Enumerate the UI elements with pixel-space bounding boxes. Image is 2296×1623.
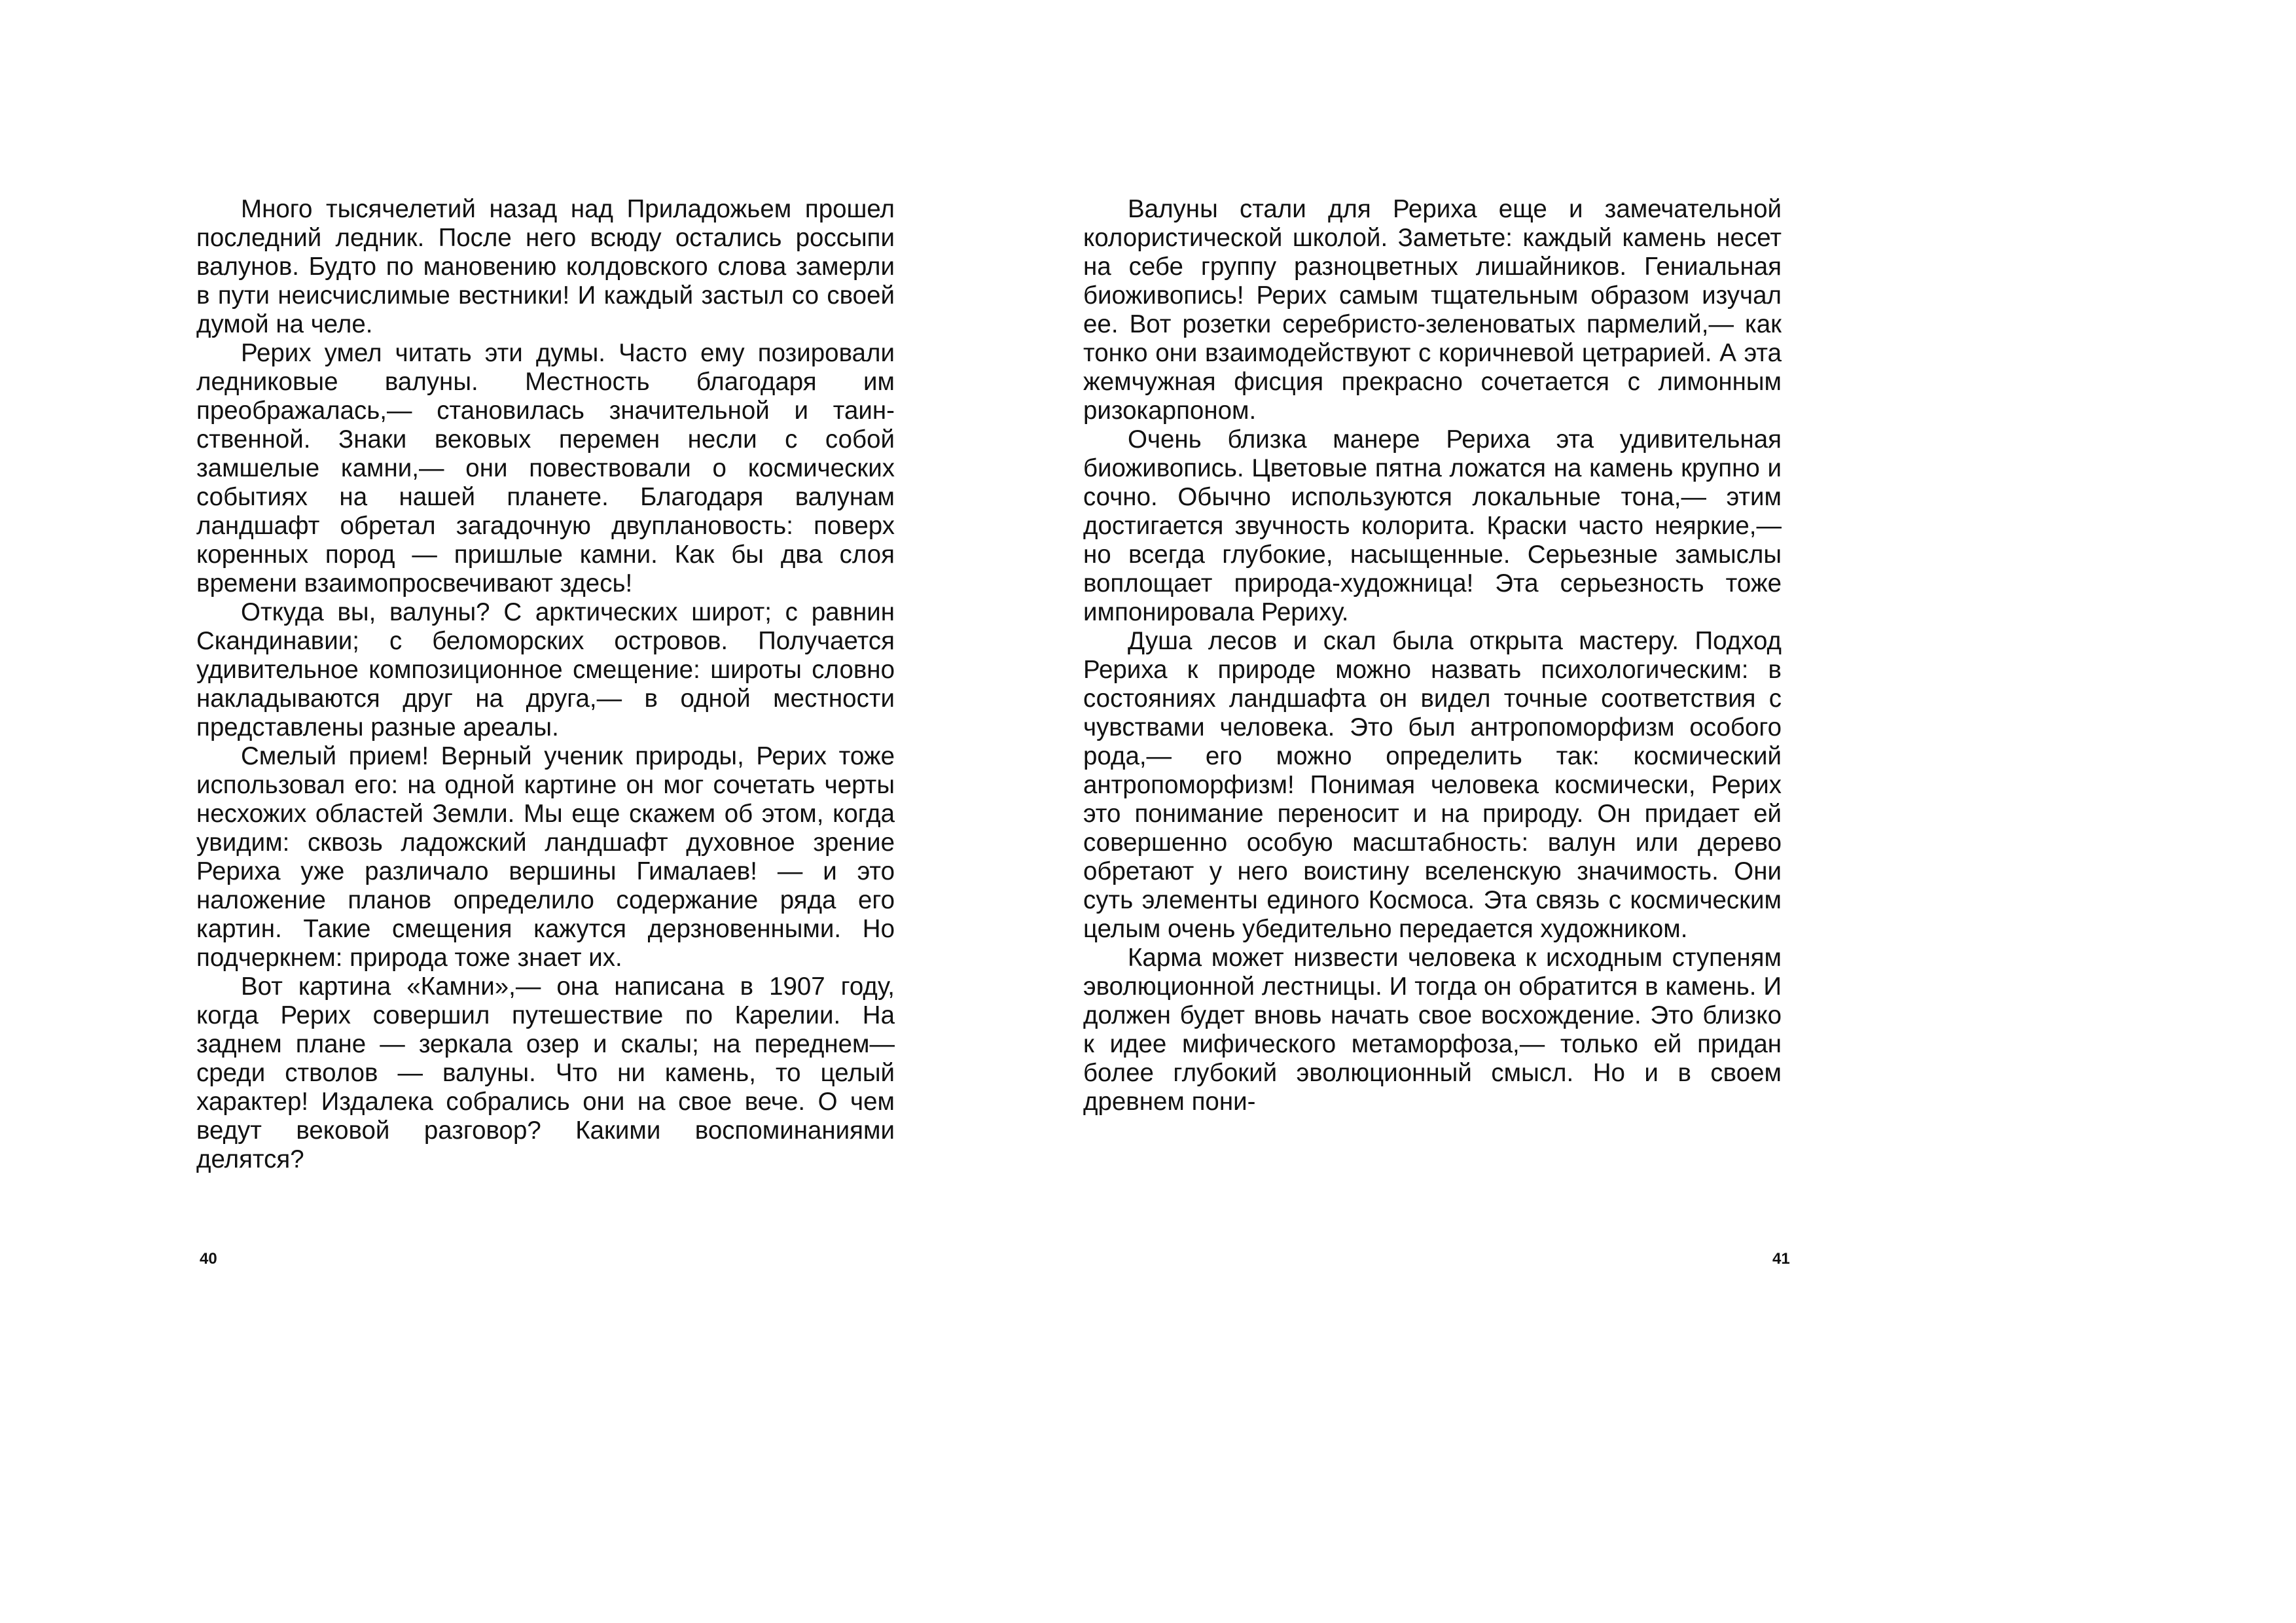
right-page — [1083, 195, 1782, 1116]
right-paragraph-4: Карма может низвести человека к исходным ступеням эволюционной лестницы. И тогда он обратится в камень. И должен будет вновь начать свое восхождение. Это близко к идее мифического метаморфоза,— только ей придан более глубокий эволюционный смысл. Но и в своем древнем пони- — [1083, 944, 1782, 1116]
left-page-number: 40 — [200, 1250, 217, 1268]
right-page-number: 41 — [1772, 1250, 1790, 1268]
left-paragraph-4: Смелый прием! Верный ученик природы, Рерих тоже использовал его: на одной картине он мог сочетать черты несхожих областей Земли. Мы еще скажем об этом, когда увидим: сквозь ладожский ландшафт духовное зрение Рериха уже различало вершины Гималаев! — и это наложение планов определило содержание ряда его картин. Такие смещения кажутся дерзновенными. Но подчеркнем: природа тоже знает их. — [196, 742, 895, 972]
left-page — [196, 195, 895, 1174]
right-paragraph-1: Валуны стали для Рериха еще и замечательной колористической школой. Заметьте: каждый камень несет на себе группу разноцветных лишайников. Гениальная биоживопись! Рерих самым тщательным образом изучал ее. Вот розетки серебристо-зеленоватых пармелий,— как тонко они взаимодействуют с коричневой цетрарией. А эта жемчужная фисция прекрасно сочетается с лимонным ризокарпоном. — [1083, 195, 1782, 425]
right-paragraph-2: Очень близка манере Рериха эта удивительная биоживопись. Цветовые пятна ложатся на камень крупно и сочно. Обычно используются локальные тона,— этим достигается звучность колорита. Краски часто неяркие,— но всегда глубокие, насыщенные. Серьезные замыслы воплощает природа-художница! Эта серьезность тоже импонировала Рериху. — [1083, 425, 1782, 626]
left-paragraph-3: Откуда вы, валуны? С арктических широт; с равнин Скандинавии; с беломорских островов. Получается удивительное композиционное смещение: широты словно накладываются друг на друга,— в одной местности представлены разные ареалы. — [196, 598, 895, 741]
left-paragraph-5: Вот картина «Камни»,— она написана в 1907 году, когда Рерих совершил путешествие по Карелии. На заднем плане — зеркала озер и скалы; на переднем— среди стволов — валуны. Что ни камень, то целый характер! Издалека собрались они на свое вече. О чем ведут вековой разговор? Какими воспоминаниями делятся? — [196, 972, 895, 1173]
right-paragraph-3: Душа лесов и скал была открыта мастеру. Подход Рериха к природе можно назвать психологическим: в состояниях ландшафта он видел точные соответствия с чувствами человека. Это был антропоморфизм особого рода,— его можно определить так: космический антропоморфизм! Понимая человека космически, Рерих это понимание переносит и на природу. Он придает ей совершенно особую масштабность: валун или дерево обретают у него воистину вселенскую значимость. Они суть элементы единого Космоса. Эта связь с космическим целым очень убедительно передается художником. — [1083, 627, 1782, 943]
left-paragraph-1: Много тысячелетий назад над Приладожьем прошел последний ледник. После него всюду остались россыпи валунов. Будто по мановению колдовского слова замерли в пути неисчислимые вестники! И каждый застыл со своей думой на челе. — [196, 195, 895, 338]
left-paragraph-2: Рерих умел читать эти думы. Часто ему позировали ледниковые валуны. Местность благодаря им преображалась,— становилась значительной и таинственной. Знаки вековых перемен несли с собой замшелые камни,— они повествовали о космических событиях на нашей планете. Благодаря валунам ландшафт обретал загадочную двуплановость: поверх коренных пород — пришлые камни. Как бы два слоя времени взаимопросвечивают здесь! — [196, 339, 895, 597]
